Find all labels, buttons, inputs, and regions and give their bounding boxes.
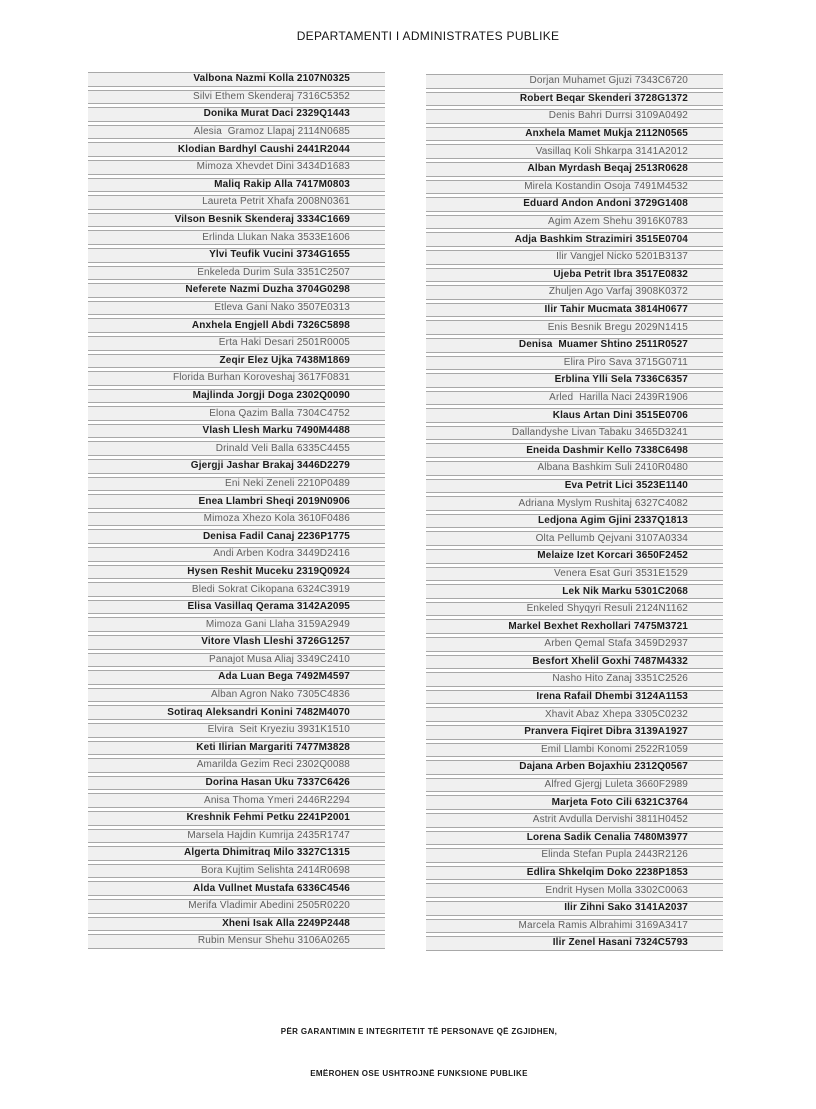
table-row: Ujeba Petrit Ibra 3517E0832 (426, 268, 723, 283)
table-row: Panajot Musa Aliaj 3349C2410 (88, 653, 385, 668)
table-row: Ada Luan Bega 7492M4597 (88, 670, 385, 685)
table-row: Denis Bahri Durrsi 3109A0492 (426, 109, 723, 124)
table-row: Majlinda Jorgji Doga 2302Q0090 (88, 389, 385, 404)
table-row: Pranvera Fiqiret Dibra 3139A1927 (426, 725, 723, 740)
table-row: Klodian Bardhyl Caushi 2441R2044 (88, 142, 385, 157)
table-row: Agim Azem Shehu 3916K0783 (426, 215, 723, 230)
table-row: Ilir Tahir Mucmata 3814H0677 (426, 303, 723, 318)
table-row: Ylvi Teufik Vucini 3734G1655 (88, 248, 385, 263)
table-row: Eni Neki Zeneli 2210P0489 (88, 477, 385, 492)
table-row: Marjeta Foto Cili 6321C3764 (426, 795, 723, 810)
table-row: Irena Rafail Dhembi 3124A1153 (426, 690, 723, 705)
table-row: Edlira Shkelqim Doko 2238P1853 (426, 866, 723, 881)
table-row: Anisa Thoma Ymeri 2446R2294 (88, 793, 385, 808)
table-row: Rubin Mensur Shehu 3106A0265 (88, 934, 385, 949)
footer-note (0, 997, 816, 1109)
table-row: Zhuljen Ago Varfaj 3908K0372 (426, 285, 723, 300)
table-row: Maliq Rakip Alla 7417M0803 (88, 178, 385, 193)
table-row: Keti Ilirian Margariti 7477M3828 (88, 741, 385, 756)
table-row: Mirela Kostandin Osoja 7491M4532 (426, 180, 723, 195)
table-row: Eduard Andon Andoni 3729G1408 (426, 197, 723, 212)
table-row: Andi Arben Kodra 3449D2416 (88, 547, 385, 562)
table-row: Erblina Ylli Sela 7336C6357 (426, 373, 723, 388)
table-row: Elisa Vasillaq Qerama 3142A2095 (88, 600, 385, 615)
table-row: Dorjan Muhamet Gjuzi 7343C6720 (426, 74, 723, 89)
table-row: Denisa Fadil Canaj 2236P1775 (88, 529, 385, 544)
table-row: Drinald Veli Balla 6335C4455 (88, 441, 385, 456)
table-row: Etleva Gani Nako 3507E0313 (88, 301, 385, 316)
table-row: Lorena Sadik Cenalia 7480M3977 (426, 831, 723, 846)
table-row: Xhavit Abaz Xhepa 3305C0232 (426, 707, 723, 722)
table-row: Merifa Vladimir Abedini 2505R0220 (88, 899, 385, 914)
table-row: Amarilda Gezim Reci 2302Q0088 (88, 758, 385, 773)
table-row: Dallandyshe Livan Tabaku 3465D3241 (426, 426, 723, 441)
page-title: DEPARTAMENTI I ADMINISTRATES PUBLIKE (296, 29, 560, 43)
table-row: Vitore Vlash Lleshi 3726G1257 (88, 635, 385, 650)
table-row: Robert Beqar Skenderi 3728G1372 (426, 92, 723, 107)
table-row: Emil Llambi Konomi 2522R1059 (426, 743, 723, 758)
table-row: Alda Vullnet Mustafa 6336C4546 (88, 881, 385, 896)
table-row: Valbona Nazmi Kolla 2107N0325 (88, 72, 385, 87)
table-row: Florida Burhan Koroveshaj 3617F0831 (88, 371, 385, 386)
name-table-left-column (88, 72, 385, 952)
table-row: Hysen Reshit Muceku 2319Q0924 (88, 565, 385, 580)
table-row: Neferete Nazmi Duzha 3704G0298 (88, 283, 385, 298)
table-row: Bora Kujtim Selishta 2414R0698 (88, 864, 385, 879)
table-row: Elona Qazim Balla 7304C4752 (88, 406, 385, 421)
table-row: Nasho Hito Zanaj 3351C2526 (426, 672, 723, 687)
table-row: Elvira Seit Kryeziu 3931K1510 (88, 723, 385, 738)
table-row: Enkeled Shyqyri Resuli 2124N1162 (426, 602, 723, 617)
table-row: Bledi Sokrat Cikopana 6324C3919 (88, 582, 385, 597)
table-row: Ilir Zihni Sako 3141A2037 (426, 901, 723, 916)
table-row: Silvi Ethem Skenderaj 7316C5352 (88, 90, 385, 105)
table-row: Mimoza Gani Llaha 3159A2949 (88, 617, 385, 632)
table-row: Astrit Avdulla Dervishi 3811H0452 (426, 813, 723, 828)
table-row: Adja Bashkim Strazimiri 3515E0704 (426, 232, 723, 247)
table-row: Eva Petrit Lici 3523E1140 (426, 479, 723, 494)
table-row: Alban Agron Nako 7305C4836 (88, 688, 385, 703)
table-row: Erta Haki Desari 2501R0005 (88, 336, 385, 351)
table-row: Enis Besnik Bregu 2029N1415 (426, 320, 723, 335)
table-row: Alban Myrdash Beqaj 2513R0628 (426, 162, 723, 177)
table-row: Eneida Dashmir Kello 7338C6498 (426, 443, 723, 458)
table-row: Algerta Dhimitraq Milo 3327C1315 (88, 846, 385, 861)
table-row: Endrit Hysen Molla 3302C0063 (426, 883, 723, 898)
table-row: Kreshnik Fehmi Petku 2241P2001 (88, 811, 385, 826)
table-row: Elinda Stefan Pupla 2443R2126 (426, 848, 723, 863)
table-row: Mimoza Xhevdet Dini 3434D1683 (88, 160, 385, 175)
table-row: Vilson Besnik Skenderaj 3334C1669 (88, 213, 385, 228)
table-row: Dajana Arben Bojaxhiu 2312Q0567 (426, 760, 723, 775)
table-row: Venera Esat Guri 3531E1529 (426, 567, 723, 582)
table-row: Erlinda Llukan Naka 3533E1606 (88, 230, 385, 245)
table-row: Vlash Llesh Marku 7490M4488 (88, 424, 385, 439)
table-row: Besfort Xhelil Goxhi 7487M4332 (426, 655, 723, 670)
name-table-right-column (426, 74, 723, 954)
table-row: Alesia Gramoz Llapaj 2114N0685 (88, 125, 385, 140)
table-row: Olta Pellumb Qejvani 3107A0334 (426, 531, 723, 546)
table-row: Gjergji Jashar Brakaj 3446D2279 (88, 459, 385, 474)
table-row: Alfred Gjergj Luleta 3660F2989 (426, 778, 723, 793)
table-row: Lek Nik Marku 5301C2068 (426, 584, 723, 599)
table-row: Arled Harilla Naci 2439R1906 (426, 391, 723, 406)
table-row: Xheni Isak Alla 2249P2448 (88, 917, 385, 932)
table-row: Albana Bashkim Suli 2410R0480 (426, 461, 723, 476)
table-row: Anxhela Engjell Abdi 7326C5898 (88, 318, 385, 333)
table-row: Marsela Hajdin Kumrija 2435R1747 (88, 829, 385, 844)
table-row: Arben Qemal Stafa 3459D2937 (426, 637, 723, 652)
table-row: Enea Llambri Sheqi 2019N0906 (88, 494, 385, 509)
footer-line-1: PËR GARANTIMIN E INTEGRITETIT TË PERSONAVE QË ZGJIDHEN, (280, 1027, 558, 1036)
table-row: Elira Piro Sava 3715G0711 (426, 356, 723, 371)
table-row: Denisa Muamer Shtino 2511R0527 (426, 338, 723, 353)
table-row: Enkeleda Durim Sula 3351C2507 (88, 266, 385, 281)
table-row: Ilir Zenel Hasani 7324C5793 (426, 936, 723, 951)
table-row: Melaize Izet Korcari 3650F2452 (426, 549, 723, 564)
table-row: Markel Bexhet Rexhollari 7475M3721 (426, 619, 723, 634)
table-row: Ilir Vangjel Nicko 5201B3137 (426, 250, 723, 265)
table-row: Sotiraq Aleksandri Konini 7482M4070 (88, 705, 385, 720)
table-row: Adriana Myslym Rushitaj 6327C4082 (426, 496, 723, 511)
table-row: Zeqir Elez Ujka 7438M1869 (88, 354, 385, 369)
table-row: Dorina Hasan Uku 7337C6426 (88, 776, 385, 791)
table-row: Laureta Petrit Xhafa 2008N0361 (88, 195, 385, 210)
footer-line-2: EMËROHEN OSE USHTROJNË FUNKSIONE PUBLIKE (310, 1069, 528, 1078)
table-row: Anxhela Mamet Mukja 2112N0565 (426, 127, 723, 142)
table-row: Vasillaq Koli Shkarpa 3141A2012 (426, 144, 723, 159)
table-row: Mimoza Xhezo Kola 3610F0486 (88, 512, 385, 527)
table-row: Ledjona Agim Gjini 2337Q1813 (426, 514, 723, 529)
table-row: Klaus Artan Dini 3515E0706 (426, 408, 723, 423)
table-row: Donika Murat Daci 2329Q1443 (88, 107, 385, 122)
table-row: Marcela Ramis Albrahimi 3169A3417 (426, 919, 723, 934)
